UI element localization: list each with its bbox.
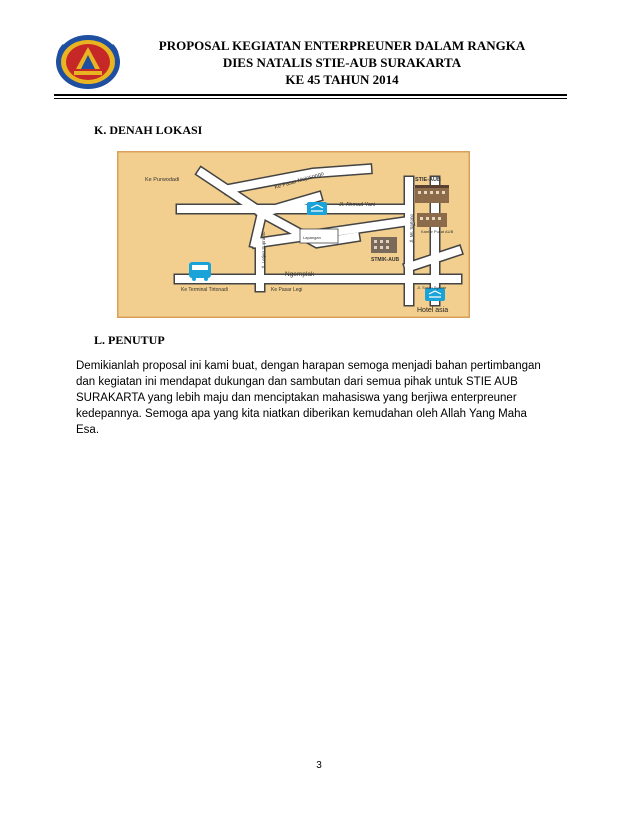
section-heading-closing: L. PENUTUP	[94, 333, 165, 347]
document-header	[118, 37, 566, 88]
map-label-kantor-pusat: Kantor Pusat AUB	[421, 229, 454, 234]
header-rule-thick	[54, 94, 567, 96]
closing-line: SURAKARTA yang lebih maju dan menciptakan mahasiswa yang berjiwa enterpreuner	[76, 392, 517, 404]
map-label-pasar-legi: Ke Pasar Legi	[271, 287, 303, 293]
map-label-jl-sutan: Jl. Sutan Syahrir	[417, 285, 447, 290]
closing-line: Demikianlah proposal ini kami buat, dengan harapan semoga menjadi bahan pertimbangan	[76, 360, 541, 372]
map-label-purwodadi: Ke Purwodadi	[145, 177, 180, 183]
map-label-stie-aub: STIE-AUB	[415, 177, 441, 183]
map-label-letjen-suprapto: Jl. Letjen Suprapto	[261, 231, 266, 269]
closing-line: kedepannya. Semoga apa yang kita niatkan diberikan kemudahan oleh Allah Yang Maha	[76, 408, 527, 420]
closing-line: Esa.	[76, 424, 100, 436]
closing-line: dan kegiatan ini mendapat dukungan dan sambutan dari semua pihak untuk STIE AUB	[76, 376, 518, 388]
kantor-pusat-building-icon	[417, 213, 447, 227]
header-line-3: KE 45 TAHUN 2014	[285, 72, 399, 87]
header-line-1: PROPOSAL KEGIATAN ENTERPREUNER DALAM RANGKA	[158, 38, 526, 53]
map-label-pasar-mojosongo: Ke Pasar Mojosongo	[273, 171, 325, 191]
institution-logo	[54, 33, 122, 91]
stie-aub-building-icon	[415, 185, 449, 203]
stmik-aub-building-icon	[371, 237, 397, 253]
header-rule-thin	[54, 98, 567, 99]
closing-paragraph	[76, 358, 568, 438]
hotel-icon-top	[307, 202, 327, 215]
map-label-ngemplak: Ngemplak	[285, 271, 315, 278]
section-heading-location: K. DENAH LOKASI	[94, 123, 203, 137]
map-label-mr-sartono: Jl. Mr. Sartono	[409, 213, 414, 243]
map-label-stmik-aub: STMIK-AUB	[371, 257, 400, 263]
map-label-lapangan: Lapangan	[303, 235, 321, 240]
location-map	[117, 151, 470, 318]
page-number: 3	[316, 760, 322, 771]
map-label-hotel: Hotel asia	[417, 307, 449, 314]
header-line-2: DIES NATALIS STIE-AUB SURAKARTA	[222, 55, 462, 70]
map-label-terminal: Ke Terminal Tirtonadi	[181, 287, 228, 293]
map-label-ahmad-yani: Jl. Ahmad Yani	[339, 202, 376, 208]
